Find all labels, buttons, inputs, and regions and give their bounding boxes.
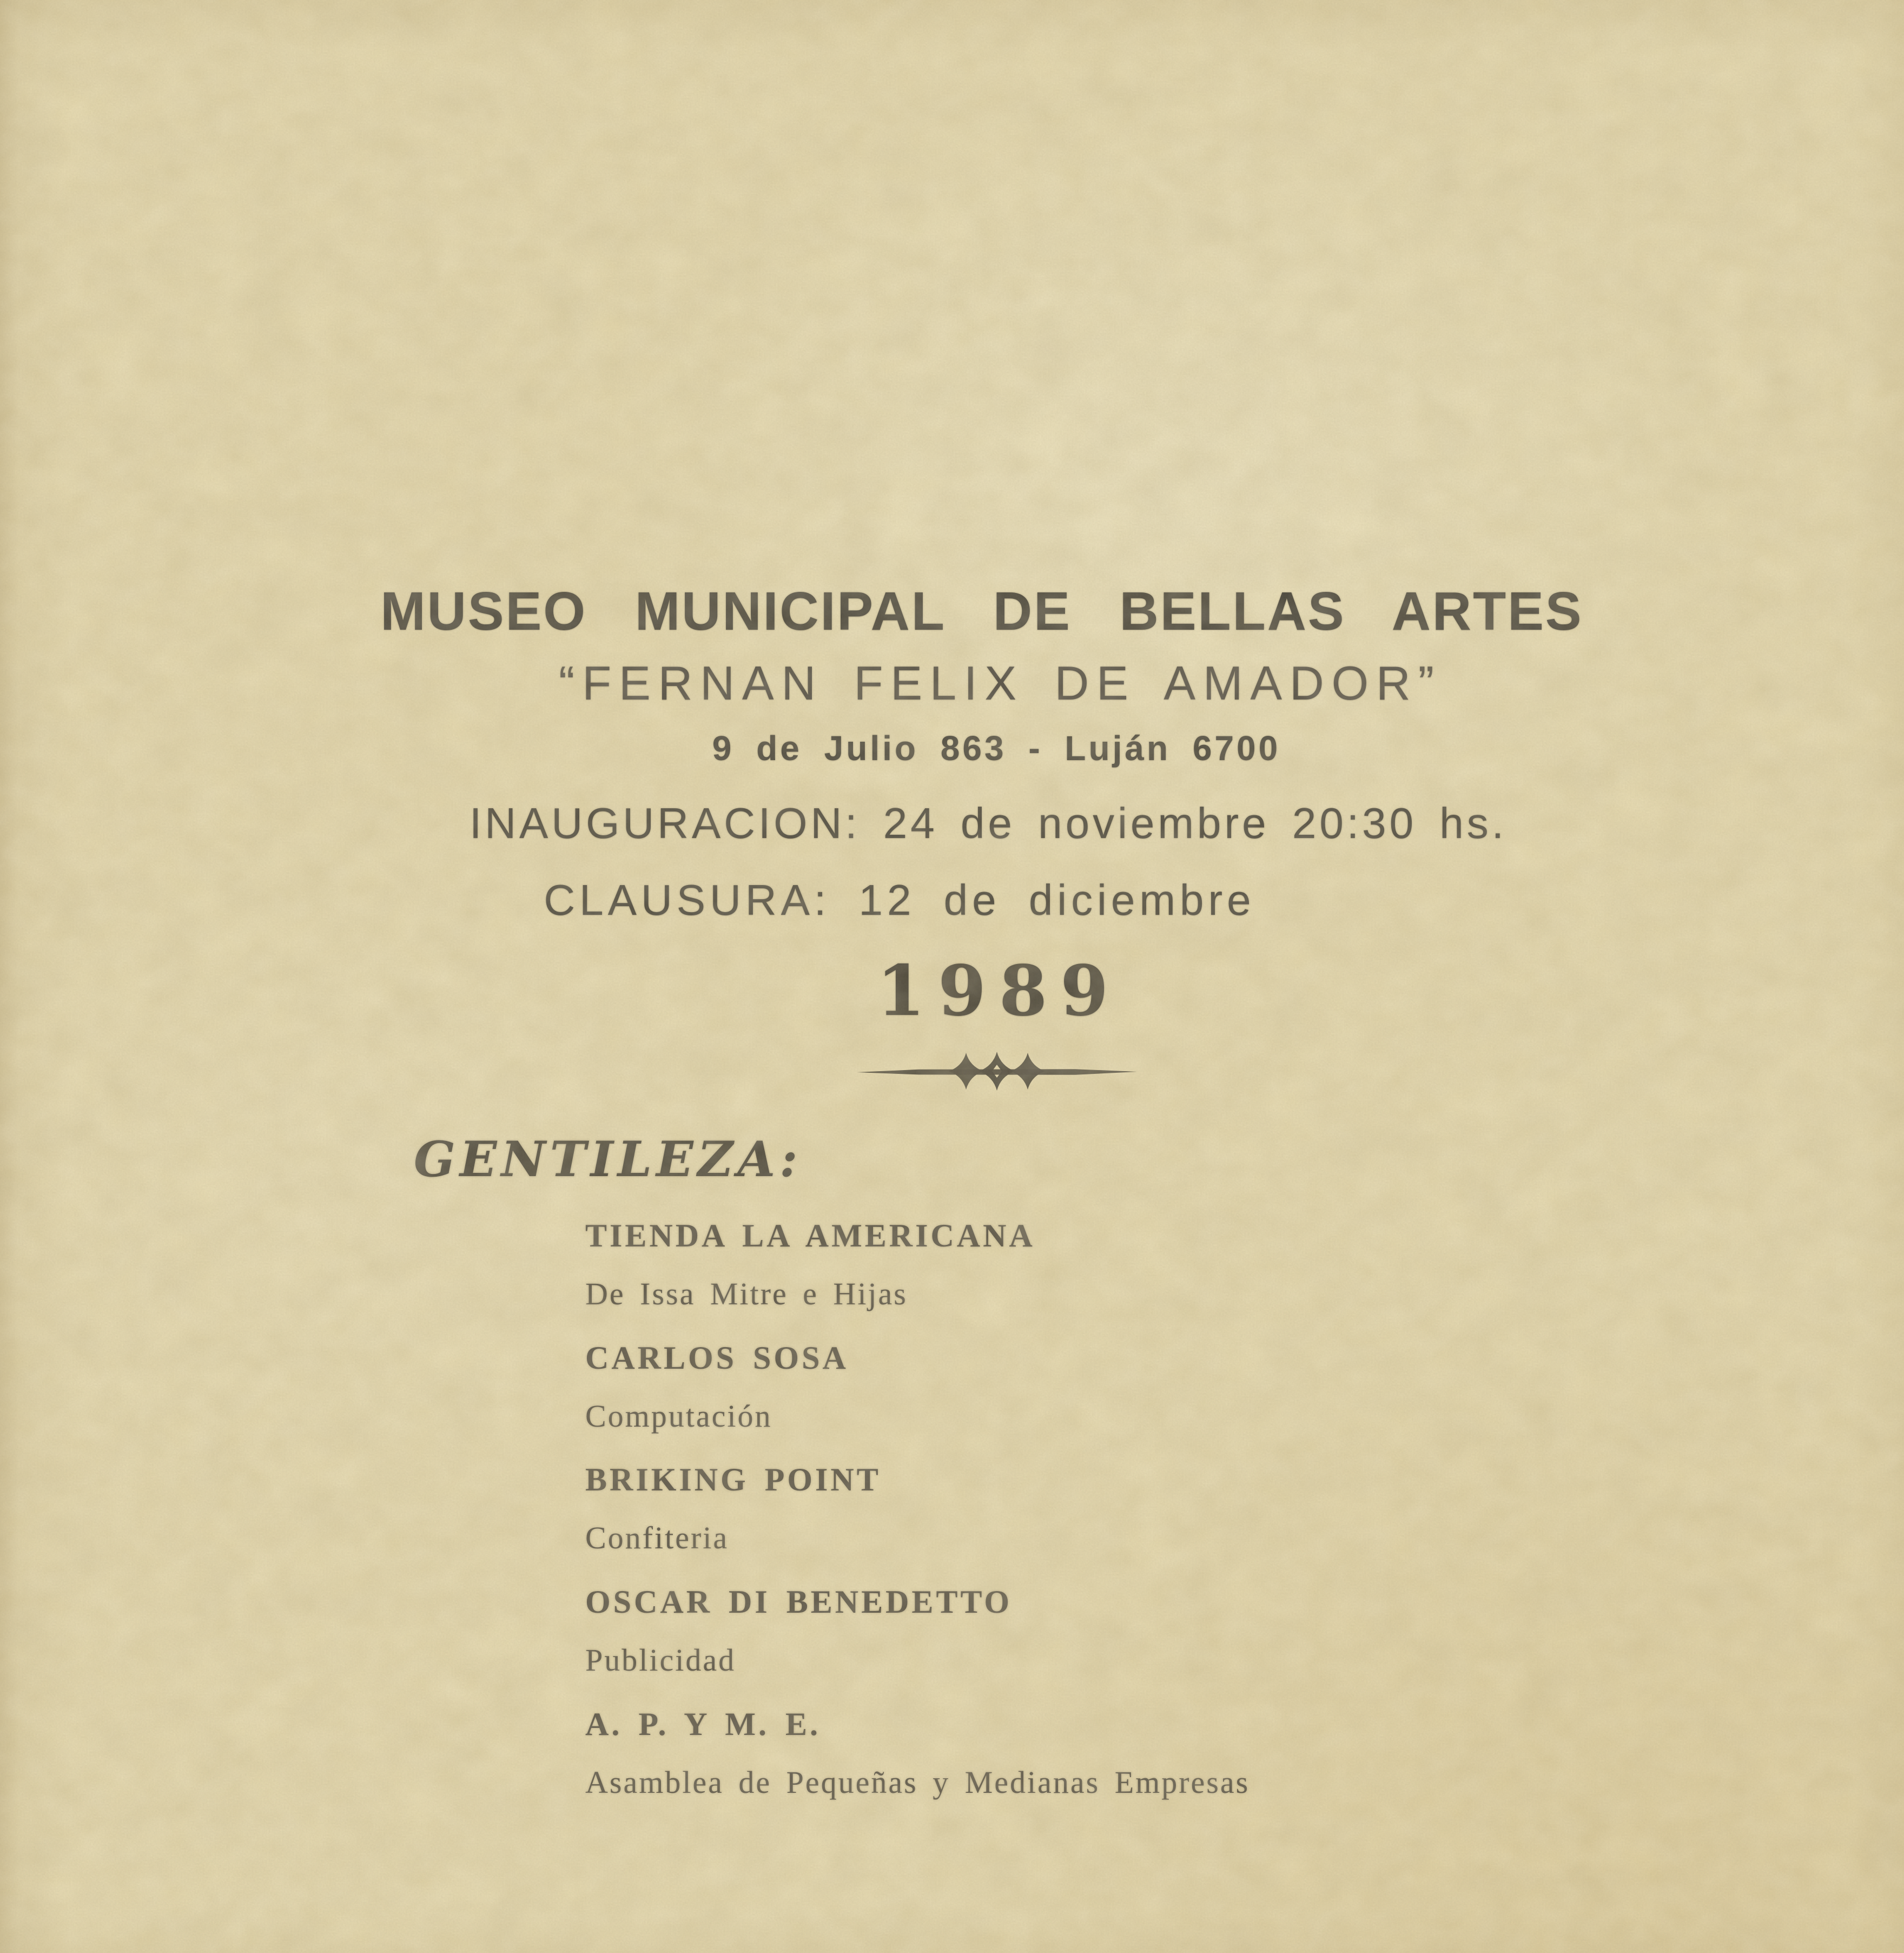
sponsor-item — [585, 1340, 1613, 1435]
exhibition-year: 1989 — [876, 951, 1122, 1032]
sponsor-item — [585, 1706, 1613, 1801]
sponsor-list — [585, 1217, 1613, 1827]
acknowledgements-heading: GENTILEZA: — [414, 1131, 802, 1188]
sponsor-item — [585, 1217, 1613, 1312]
sponsor-item — [585, 1583, 1613, 1679]
divider-ornament — [854, 1050, 1140, 1095]
inauguration-date-line: INAUGURACION: 24 de noviembre 20:30 hs. — [469, 799, 1508, 847]
sponsor-description: Computación — [585, 1398, 772, 1434]
sponsor-description: Asamblea de Pequeñas y Medianas Empresas — [585, 1764, 1250, 1800]
sponsor-name: TIENDA LA AMERICANA — [585, 1218, 1035, 1253]
sponsor-item — [585, 1461, 1613, 1556]
museum-address: 9 de Julio 863 - Luján 6700 — [712, 729, 1281, 768]
sponsor-name: OSCAR DI BENEDETTO — [585, 1584, 1013, 1620]
museum-subtitle: “FERNAN FELIX DE AMADOR” — [559, 656, 1442, 710]
sponsor-name: BRIKING POINT — [585, 1462, 881, 1498]
sponsor-name: A. P. Y M. E. — [585, 1706, 821, 1742]
sponsor-name: CARLOS SOSA — [585, 1340, 849, 1376]
museum-name: MUSEO MUNICIPAL DE BELLAS ARTES — [380, 581, 1583, 642]
sponsor-description: Publicidad — [585, 1642, 736, 1678]
closing-date-line: CLAUSURA: 12 de diciembre — [544, 876, 1255, 924]
sponsor-description: Confiteria — [585, 1520, 729, 1556]
sponsor-description: De Issa Mitre e Hijas — [585, 1276, 908, 1311]
